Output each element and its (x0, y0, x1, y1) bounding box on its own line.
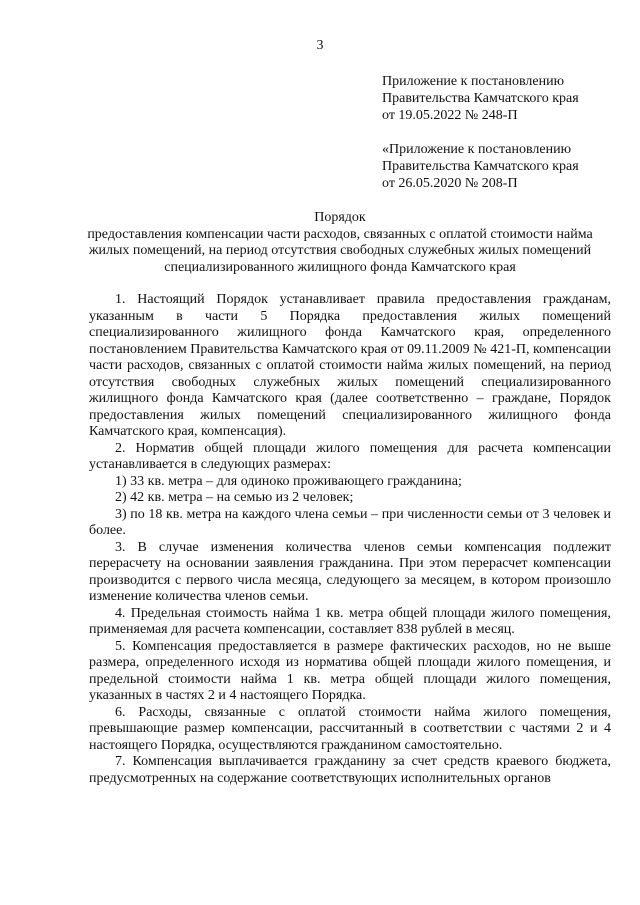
title-line: специализированного жилищного фонда Камчатского края (164, 259, 516, 275)
paragraph-1: 1. Настоящий Порядок устанавливает правила предоставления гражданам, указанным в части 5 Порядка предоставления жилых помещений специализированного жилищного фонда Камчатского края, определенного постановлением Правительства Камчатского края от 09.11.2009 № 421-П, компенсации части расходов, связанных с оплатой стоимости найма жилых помещений, на период отсутствия свободных служебных жилых помещений специализированного жилищного фонда Камчатского края (далее соответственно – граждане, Порядок предоставления жилых помещений специализированного жилищного фонда Камчатского края, компенсация). (89, 292, 611, 439)
appendix-reference-current (382, 73, 579, 124)
list-item-2: 2) 42 кв. метра – на семью из 2 человек; (115, 490, 354, 505)
paragraph-3: 3. В случае изменения количества членов семьи компенсация подлежит перерасчету на основании заявления гражданина. При этом перерасчет компенсации производится с первого числа месяца, следующего за месяцем, в котором произошло изменение количества членов семьи. (89, 539, 611, 604)
paragraph-5: 5. Компенсация предоставляется в размере фактических расходов, но не выше размера, определенного исходя из норматива общей площади жилого помещения, и предельной стоимости найма 1 кв. метра общей площади жилого помещения, указанных в частях 2 и 4 настоящего Порядка. (89, 638, 611, 703)
document-title (60, 210, 620, 276)
appendix-line: Правительства Камчатского края (382, 91, 579, 106)
list-item-3: 3) по 18 кв. метра на каждого члена семьи – при численности семьи от 3 человек и более. (89, 506, 611, 538)
appendix-line: Правительства Камчатского края (382, 159, 579, 174)
appendix-line: от 19.05.2022 № 248-П (382, 108, 518, 123)
appendix-line: «Приложение к постановлению (382, 142, 572, 157)
list-item-1: 1) 33 кв. метра – для одиноко проживающего гражданина; (115, 473, 462, 489)
appendix-line: от 26.05.2020 № 208-П (382, 176, 518, 191)
appendix-line: Приложение к постановлению (382, 74, 565, 89)
page-number: 3 (316, 38, 324, 53)
paragraph-7: 7. Компенсация выплачивается гражданину за счет средств краевого бюджета, предусмотренных на содержание соответствующих исполнительных органов (89, 754, 611, 786)
paragraph-2: 2. Норматив общей площади жилого помещения для расчета компенсации устанавливается в следующих размерах: (89, 440, 611, 472)
document-body (89, 292, 611, 787)
title-heading: Порядок (314, 210, 366, 225)
appendix-reference-original (382, 141, 579, 192)
paragraph-4: 4. Предельная стоимость найма 1 кв. метра общей площади жилого помещения, применяемая для расчета компенсации, составляет 838 рублей в месяц. (89, 605, 611, 637)
title-line: предоставления компенсации части расходов, связанных с оплатой стоимости найма (87, 226, 593, 242)
title-line: жилых помещений, на период отсутствия свободных служебных жилых помещений (88, 243, 592, 258)
paragraph-6: 6. Расходы, связанные с оплатой стоимости найма жилого помещения, превышающие размер компенсации, рассчитанный в соответствии с частями 2 и 4 настоящего Порядка, осуществляются гражданином самостоятельно. (89, 704, 611, 753)
